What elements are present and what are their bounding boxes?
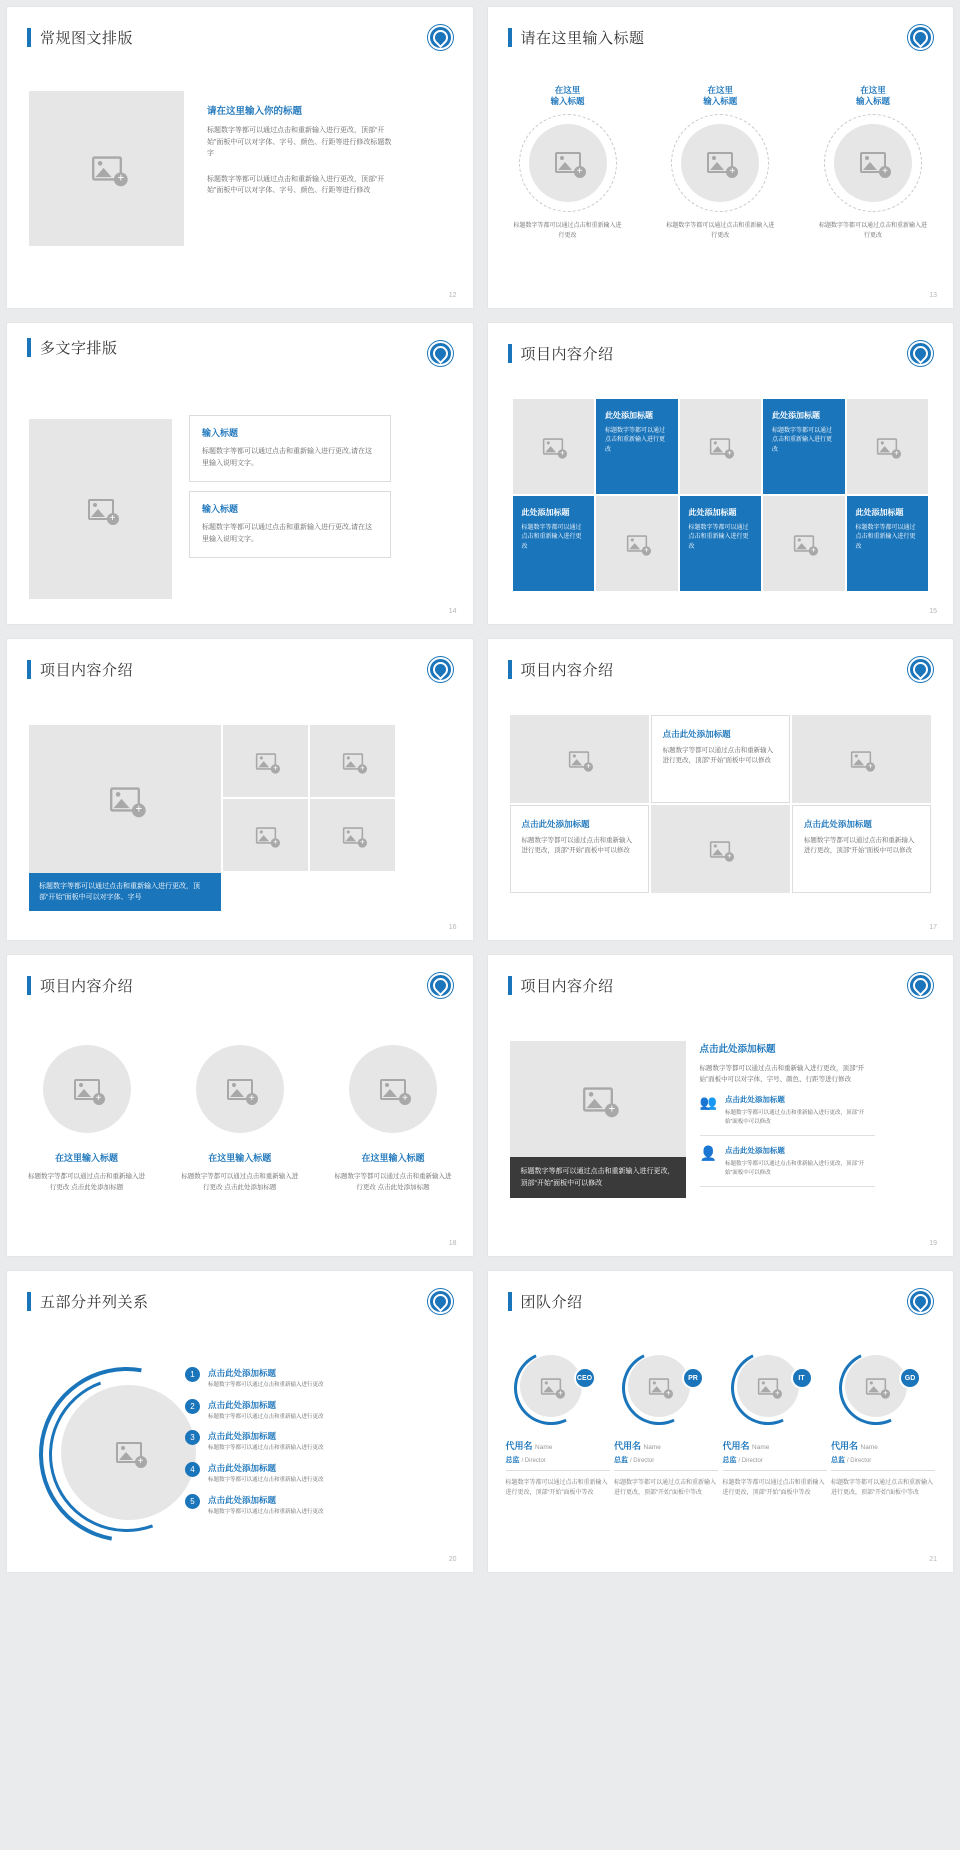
- member-name-en: Name: [535, 1444, 553, 1451]
- list-item[interactable]: [700, 1136, 875, 1187]
- list-item-number: 5: [185, 1494, 200, 1509]
- text-card[interactable]: [510, 805, 649, 893]
- tile-heading: 此处添加标题: [772, 411, 820, 420]
- image-placeholder-icon: +: [540, 1378, 560, 1394]
- text-tile[interactable]: [596, 399, 678, 494]
- image-placeholder[interactable]: [834, 124, 912, 202]
- text-card[interactable]: [651, 715, 790, 803]
- team-member[interactable]: [506, 1351, 610, 1498]
- list-item-heading: 点击此处添加标题: [724, 1146, 785, 1156]
- dashed-ring: [824, 114, 922, 212]
- page-title: 项目内容介绍: [520, 978, 614, 995]
- title-accent-bar: [27, 338, 31, 357]
- column-item[interactable]: [178, 1045, 301, 1193]
- block-paragraph-1: 标题数字等都可以通过点击和重新输入进行更改，顶部“开始”面板中可以对字体、字号、颜色、行距等进行修改标题数字: [207, 127, 392, 158]
- image-placeholder-icon: +: [116, 1442, 142, 1463]
- text-block: [700, 1041, 875, 1187]
- member-role: 总监 / Director: [614, 1455, 718, 1471]
- tile-text: 标题数字等都可以通过点击和重新输入进行更改: [688, 525, 749, 550]
- column-caption-line1: 在这里: [860, 85, 886, 95]
- image-placeholder-icon: +: [74, 1079, 100, 1100]
- slide-20[interactable]: [6, 1270, 474, 1573]
- image-placeholder-icon: +: [227, 1079, 253, 1100]
- column-heading: 在这里输入标题: [361, 1153, 425, 1163]
- member-role-en: Director: [741, 1458, 763, 1464]
- image-placeholder[interactable]: [29, 91, 184, 246]
- image-placeholder[interactable]: [520, 1355, 582, 1417]
- image-placeholder-icon: +: [88, 499, 114, 520]
- text-card[interactable]: [189, 491, 391, 558]
- image-placeholder[interactable]: [29, 419, 172, 599]
- image-placeholder[interactable]: [628, 1355, 690, 1417]
- member-name-en: Name: [643, 1444, 661, 1451]
- slide-19[interactable]: [487, 954, 955, 1257]
- users-icon: 👥: [699, 1094, 717, 1111]
- column-item[interactable]: [332, 1045, 455, 1193]
- image-placeholder-icon: +: [707, 152, 733, 173]
- tile-heading: 此处添加标题: [688, 508, 737, 517]
- member-role-cn: 总监: [614, 1457, 628, 1464]
- image-placeholder[interactable]: [596, 496, 678, 591]
- member-role-en: Director: [524, 1458, 546, 1464]
- member-role: 总监 / Director: [723, 1455, 827, 1471]
- brand-logo-icon: [908, 25, 933, 50]
- column-caption-line1: 在这里: [707, 85, 733, 95]
- image-placeholder[interactable]: [196, 1045, 284, 1133]
- list-item-number: 2: [185, 1399, 200, 1414]
- tile-text: 标题数字等都可以通过点击和重新输入进行更改: [855, 525, 916, 550]
- page-title: 项目内容介绍: [520, 662, 614, 679]
- list-item-heading: 点击此处添加标题: [724, 1095, 785, 1105]
- list-item[interactable]: [185, 1430, 395, 1453]
- team-row: [506, 1351, 936, 1498]
- page-title: 五部分并列关系: [40, 1294, 149, 1311]
- text-card[interactable]: [792, 805, 931, 893]
- image-placeholder-icon: +: [555, 152, 581, 173]
- tile-text: 标题数字等都可以通过点击和重新输入进行更改: [772, 428, 833, 453]
- image-placeholder-icon: +: [794, 535, 814, 551]
- block-paragraph: 标题数字等都可以通过点击和重新输入进行更改，顶部“开始”面板中可以对字体、字号、颜色、行距等进行修改: [699, 1065, 865, 1084]
- list-item-heading: 点击此处添加标题: [208, 1399, 277, 1410]
- page-number: 15: [929, 608, 937, 615]
- slide-14[interactable]: [6, 322, 474, 625]
- brand-logo-icon: [428, 1289, 453, 1314]
- avatar[interactable]: [614, 1351, 718, 1429]
- list-item-number: 3: [185, 1430, 200, 1445]
- page-number: 19: [929, 1240, 937, 1247]
- text-tile[interactable]: [847, 496, 929, 591]
- image-placeholder-icon: +: [92, 156, 122, 180]
- list-item[interactable]: [185, 1494, 395, 1517]
- numbered-list: [185, 1367, 395, 1525]
- list-item-text: 标题数字等都可以通过点击和重新输入进行更改: [208, 1477, 324, 1484]
- text-tile[interactable]: [763, 399, 845, 494]
- team-member[interactable]: [723, 1351, 827, 1498]
- image-placeholder[interactable]: [847, 399, 929, 494]
- slide-21[interactable]: [487, 1270, 955, 1573]
- image-placeholder-icon: +: [757, 1378, 777, 1394]
- card-text: 标题数字等都可以通过点击和重新输入进行更改，顶部“开始”面板中可以修改: [521, 837, 632, 855]
- member-role-cn: 总监: [722, 1457, 737, 1464]
- caption-banner: 标题数字等都可以通过点击和重新输入进行更改，顶部“开始”面板中可以对字体、字号: [29, 873, 221, 911]
- slide-16[interactable]: [6, 638, 474, 941]
- member-desc: 标题数字等都可以通过点击和重新输入进行更改，顶部“开始”面板中等改: [722, 1480, 825, 1497]
- column-item[interactable]: [512, 85, 624, 241]
- role-badge: IT: [791, 1367, 813, 1389]
- tile-heading: 此处添加标题: [521, 508, 570, 517]
- image-placeholder[interactable]: [792, 715, 931, 803]
- tile-grid: [513, 399, 929, 591]
- block-heading: 点击此处添加标题: [699, 1044, 776, 1055]
- title-accent-bar: [27, 976, 31, 995]
- card-text: 标题数字等都可以通过点击和重新输入进行更改,请在这里输入说明文字。: [202, 524, 372, 543]
- tile-text: 标题数字等都可以通过点击和重新输入进行更改: [605, 428, 666, 453]
- columns-row: [25, 1045, 455, 1193]
- slide-header: [508, 27, 645, 48]
- dashed-ring: [671, 114, 769, 212]
- image-placeholder[interactable]: [223, 799, 308, 871]
- member-role: 总监 / Director: [831, 1455, 935, 1471]
- column-caption-line2: 输入标题: [855, 96, 890, 107]
- image-placeholder-icon: +: [851, 751, 871, 767]
- image-placeholder-icon: +: [877, 438, 897, 454]
- page-title: 团队介绍: [520, 1294, 583, 1311]
- brand-logo-icon: [908, 1289, 933, 1314]
- member-name-en: Name: [860, 1444, 878, 1451]
- card-heading: 输入标题: [202, 428, 239, 438]
- caption-banner: 标题数字等都可以通过点击和重新输入进行更改，顶部“开始”面板中可以修改: [510, 1157, 686, 1198]
- image-placeholder-icon: +: [342, 753, 362, 769]
- column-caption-line1: 在这里: [554, 85, 581, 95]
- slide-header: [508, 343, 614, 364]
- image-placeholder[interactable]: [513, 399, 595, 494]
- slide-header: [27, 1291, 149, 1312]
- image-placeholder-icon: +: [627, 535, 647, 551]
- title-accent-bar: [508, 344, 512, 363]
- card-heading: 输入标题: [202, 504, 239, 514]
- tile-text: 标题数字等都可以通过点击和重新输入进行更改: [521, 525, 582, 550]
- text-tile[interactable]: [513, 496, 595, 591]
- avatar[interactable]: [723, 1351, 827, 1429]
- image-placeholder-icon: +: [710, 438, 730, 454]
- slide-header: [27, 659, 133, 680]
- column-text: 标题数字等都可以通过点击和重新输入进行更改 点击此处添加标题: [181, 1173, 299, 1192]
- block-paragraph-2: 标题数字等都可以通过点击和重新输入进行更改，顶部“开始”面板中可以对字体、字号、颜色、行距等进行修改: [207, 175, 385, 195]
- card-text: 标题数字等都可以通过点击和重新输入进行更改,请在这里输入说明文字。: [202, 448, 372, 467]
- card-text: 标题数字等都可以通过点击和重新输入进行更改，顶部“开始”面板中可以修改: [662, 747, 774, 765]
- page-number: 18: [448, 1240, 457, 1247]
- list-item-number: 1: [185, 1367, 200, 1382]
- team-member[interactable]: [614, 1351, 718, 1498]
- image-placeholder-icon: +: [255, 827, 275, 843]
- member-desc: 标题数字等都可以通过点击和重新输入进行更改，顶部“开始”面板中等改: [614, 1480, 717, 1497]
- page-number: 21: [929, 1556, 937, 1563]
- image-placeholder-icon: +: [860, 152, 886, 173]
- image-placeholder[interactable]: [510, 1041, 686, 1157]
- role-badge: GD: [899, 1367, 921, 1389]
- title-accent-bar: [508, 1292, 512, 1311]
- member-name-en: Name: [752, 1444, 770, 1451]
- image-placeholder-icon: +: [866, 1378, 886, 1394]
- member-name-cn: 代用名: [614, 1441, 642, 1451]
- slide-17[interactable]: [487, 638, 955, 941]
- page-title: 项目内容介绍: [40, 662, 134, 679]
- image-placeholder-icon: +: [342, 827, 362, 843]
- slide-header: [508, 1291, 583, 1312]
- column-text: 标题数字等都可以通过点击和重新输入进行更改 点击此处添加标题: [334, 1173, 452, 1192]
- member-role-cn: 总监: [831, 1457, 845, 1464]
- text-block: [207, 103, 392, 197]
- list-item-text: 标题数字等都可以通过点击和重新输入进行更改: [208, 1413, 324, 1420]
- image-placeholder[interactable]: [310, 725, 395, 797]
- page-title: 项目内容介绍: [520, 346, 614, 363]
- image-placeholder[interactable]: [763, 496, 845, 591]
- block-heading: 请在这里输入你的标题: [207, 106, 303, 117]
- title-accent-bar: [508, 28, 512, 47]
- list-item-text: 标题数字等都可以通过点击和重新输入进行更改，顶部“开始”面板中可以修改: [724, 1110, 865, 1125]
- member-role: 总监 / Director: [506, 1455, 610, 1471]
- list-item-text: 标题数字等都可以通过点击和重新输入进行更改，顶部“开始”面板中可以修改: [724, 1161, 865, 1176]
- card-heading: 点击此处添加标题: [803, 819, 872, 829]
- image-placeholder-icon: +: [569, 751, 589, 767]
- title-accent-bar: [27, 1292, 31, 1311]
- image-placeholder[interactable]: [349, 1045, 437, 1133]
- list-item[interactable]: [700, 1085, 875, 1136]
- title-accent-bar: [27, 28, 31, 47]
- member-name: [831, 1439, 935, 1452]
- slide-12[interactable]: [6, 6, 474, 309]
- role-badge: CEO: [574, 1367, 596, 1389]
- member-role-en: Director: [633, 1458, 655, 1464]
- image-placeholder[interactable]: [43, 1045, 131, 1133]
- member-desc: 标题数字等都可以通过点击和重新输入进行更改，顶部“开始”面板中等改: [505, 1480, 608, 1497]
- image-placeholder[interactable]: [845, 1355, 907, 1417]
- title-accent-bar: [508, 976, 512, 995]
- list-item-heading: 点击此处添加标题: [208, 1494, 277, 1505]
- image-placeholder[interactable]: [651, 805, 790, 893]
- member-name: [723, 1439, 827, 1452]
- column-caption-line2: 输入标题: [703, 96, 738, 107]
- member-name: [614, 1439, 718, 1452]
- image-placeholder-icon: +: [543, 438, 563, 454]
- column-heading: 在这里输入标题: [54, 1153, 118, 1163]
- dashed-ring: [519, 114, 617, 212]
- card-text: 标题数字等都可以通过点击和重新输入进行更改，顶部“开始”面板中可以修改: [803, 837, 915, 855]
- image-placeholder[interactable]: [737, 1355, 799, 1417]
- column-text: 标题数字等都可以通过点击和重新输入进行更改 点击此处添加标题: [28, 1173, 145, 1192]
- text-tile[interactable]: [680, 496, 762, 591]
- team-member[interactable]: [831, 1351, 935, 1498]
- list-item-text: 标题数字等都可以通过点击和重新输入进行更改: [208, 1445, 324, 1452]
- avatar[interactable]: [831, 1351, 935, 1429]
- list-item-heading: 点击此处添加标题: [208, 1431, 277, 1442]
- page-title: 常规图文排版: [40, 30, 134, 47]
- title-accent-bar: [27, 660, 31, 679]
- slide-18[interactable]: [6, 954, 474, 1257]
- page-number: 12: [448, 292, 457, 299]
- image-placeholder[interactable]: [510, 715, 649, 803]
- avatar[interactable]: [506, 1351, 610, 1429]
- image-placeholder[interactable]: [223, 725, 308, 797]
- list-item-number: 4: [185, 1462, 200, 1477]
- image-placeholder[interactable]: [61, 1385, 196, 1520]
- column-text: 标题数字等都可以通过点击和重新输入进行更改: [513, 222, 622, 239]
- list-item[interactable]: [185, 1399, 395, 1422]
- image-placeholder-icon: +: [110, 787, 140, 811]
- list-item[interactable]: [185, 1367, 395, 1390]
- tile-heading: 此处添加标题: [855, 508, 904, 517]
- tile-heading: 此处添加标题: [605, 411, 653, 420]
- brand-logo-icon: [908, 341, 933, 366]
- image-placeholder-icon: +: [583, 1087, 613, 1111]
- user-icon: 👤: [699, 1145, 717, 1162]
- brand-logo-icon: [908, 973, 933, 998]
- page-number: 16: [448, 924, 457, 931]
- member-name-cn: 代用名: [831, 1441, 859, 1451]
- page-title: 多文字排版: [40, 340, 118, 357]
- brand-logo-icon: [908, 657, 933, 682]
- page-number: 20: [448, 1556, 457, 1563]
- column-item[interactable]: [25, 1045, 148, 1193]
- page-title: 请在这里输入标题: [520, 30, 645, 47]
- slide-15[interactable]: [487, 322, 955, 625]
- tile-grid: [510, 715, 932, 893]
- brand-logo-icon: [428, 973, 453, 998]
- image-placeholder[interactable]: [681, 124, 759, 202]
- card-heading: 点击此处添加标题: [521, 819, 590, 829]
- column-item[interactable]: [664, 85, 776, 241]
- role-badge: PR: [682, 1367, 704, 1389]
- list-item-text: 标题数字等都可以通过点击和重新输入进行更改: [208, 1382, 324, 1388]
- list-item-heading: 点击此处添加标题: [208, 1463, 277, 1474]
- member-name: [506, 1439, 610, 1452]
- image-placeholder[interactable]: [29, 725, 221, 873]
- member-desc: 标题数字等都可以通过点击和重新输入进行更改，顶部“开始”面板中等改: [831, 1480, 934, 1497]
- brand-logo-icon: [428, 25, 453, 50]
- page-number: 17: [929, 924, 937, 931]
- column-text: 标题数字等都可以通过点击和重新输入进行更改: [666, 222, 775, 239]
- brand-logo-icon: [428, 657, 453, 682]
- image-placeholder-icon: +: [380, 1079, 406, 1100]
- image-placeholder[interactable]: [529, 124, 607, 202]
- title-accent-bar: [508, 660, 512, 679]
- column-text: 标题数字等都可以通过点击和重新输入进行更改: [818, 222, 927, 239]
- image-placeholder-icon: +: [255, 753, 275, 769]
- list-item[interactable]: [185, 1462, 395, 1485]
- member-role-cn: 总监: [505, 1457, 520, 1464]
- member-name-cn: 代用名: [722, 1441, 750, 1451]
- card-heading: 点击此处添加标题: [662, 729, 731, 739]
- slide-header: [508, 659, 614, 680]
- page-number: 13: [929, 292, 937, 299]
- slide-header: [27, 337, 118, 358]
- column-heading: 在这里输入标题: [208, 1153, 272, 1163]
- image-placeholder[interactable]: [680, 399, 762, 494]
- columns-row: [512, 85, 930, 241]
- member-name-cn: 代用名: [505, 1441, 533, 1451]
- slide-13[interactable]: [487, 6, 955, 309]
- brand-logo-icon: [428, 341, 453, 366]
- list-item-heading: 点击此处添加标题: [208, 1368, 277, 1378]
- column-caption-line2: 输入标题: [550, 96, 585, 107]
- image-placeholder-icon: +: [649, 1378, 669, 1394]
- slide-header: [27, 27, 133, 48]
- member-role-en: Director: [850, 1458, 872, 1464]
- list-item-text: 标题数字等都可以通过点击和重新输入进行更改: [208, 1508, 324, 1515]
- image-placeholder[interactable]: [310, 799, 395, 871]
- image-placeholder-icon: +: [710, 841, 730, 857]
- slide-header: [27, 975, 133, 996]
- column-item[interactable]: [817, 85, 929, 241]
- page-number: 14: [448, 608, 457, 615]
- slide-header: [508, 975, 614, 996]
- text-card[interactable]: [189, 415, 391, 482]
- page-title: 项目内容介绍: [40, 978, 134, 995]
